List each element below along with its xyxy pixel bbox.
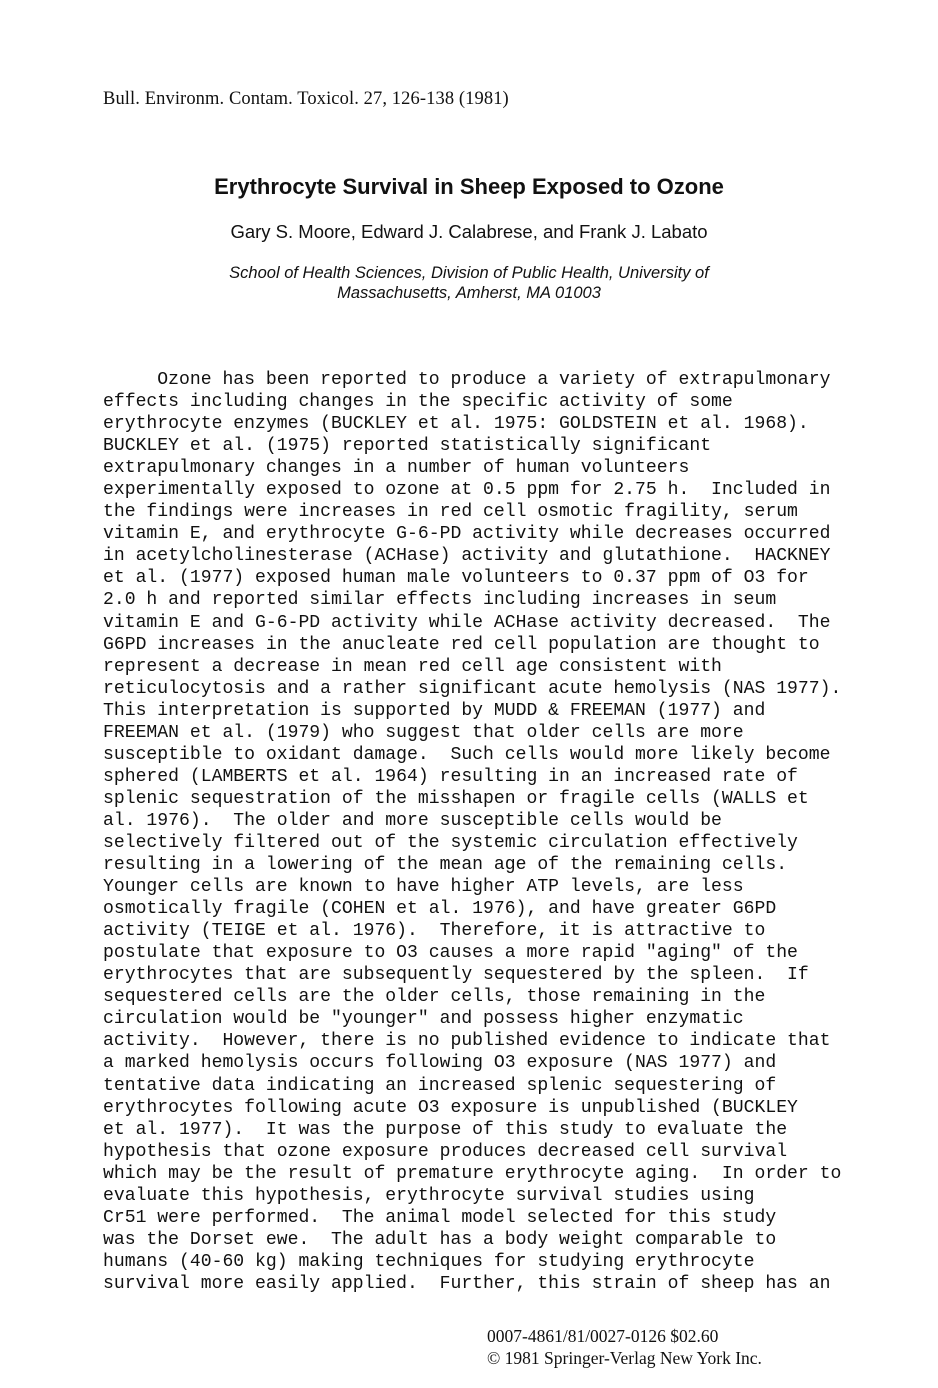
journal-citation: Bull. Environm. Contam. Toxicol. 27, 126-138 (1981) bbox=[103, 89, 509, 109]
text-line: This interpretation is supported by MUDD & FREEMAN (1977) and bbox=[103, 700, 766, 721]
body-paragraph bbox=[103, 369, 933, 1295]
text-line: Cr51 were performed. The animal model selected for this study bbox=[103, 1207, 777, 1228]
text-line: evaluate this hypothesis, erythrocyte survival studies using bbox=[103, 1185, 755, 1206]
text-line: et al. 1977). It was the purpose of this study to evaluate the bbox=[103, 1119, 788, 1140]
text-line: erythrocytes that are subsequently sequestered by the spleen. If bbox=[103, 965, 809, 986]
text-line: selectively filtered out of the systemic circulation effectively bbox=[103, 832, 798, 853]
text-line: survival more easily applied. Further, this strain of sheep has an bbox=[103, 1273, 831, 1294]
text-line: susceptible to oxidant damage. Such cells would more likely become bbox=[103, 744, 831, 765]
affiliation-line: Massachusetts, Amherst, MA 01003 bbox=[337, 284, 601, 302]
text-line: activity. However, there is no published evidence to indicate that bbox=[103, 1031, 831, 1052]
copyright-notice: © 1981 Springer-Verlag New York Inc. bbox=[487, 1348, 762, 1368]
text-line: vitamin E, and erythrocyte G-6-PD activity while decreases occurred bbox=[103, 524, 831, 545]
issn-code: 0007-4861/81/0027-0126 $02.60 bbox=[487, 1326, 719, 1346]
text-line: sphered (LAMBERTS et al. 1964) resulting in an increased rate of bbox=[103, 766, 798, 787]
text-line: BUCKLEY et al. (1975) reported statistically significant bbox=[103, 436, 712, 457]
text-line: circulation would be "younger" and possess higher enzymatic bbox=[103, 1009, 744, 1030]
text-line: et al. (1977) exposed human male volunteers to 0.37 ppm of O3 for bbox=[103, 568, 809, 589]
text-line: tentative data indicating an increased splenic sequestering of bbox=[103, 1075, 777, 1096]
text-line: humans (40-60 kg) making techniques for studying erythrocyte bbox=[103, 1251, 755, 1272]
text-line: hypothesis that ozone exposure produces decreased cell survival bbox=[103, 1141, 788, 1162]
author-list: Gary S. Moore, Edward J. Calabrese, and Frank J. Labato bbox=[230, 221, 708, 242]
text-line: G6PD increases in the anucleate red cell population are thought to bbox=[103, 634, 820, 655]
footer bbox=[487, 1325, 762, 1369]
text-line: Younger cells are known to have higher ATP levels, are less bbox=[103, 877, 744, 898]
text-line: postulate that exposure to O3 causes a more rapid "aging" of the bbox=[103, 943, 798, 964]
text-line: activity (TEIGE et al. 1976). Therefore, it is attractive to bbox=[103, 921, 766, 942]
text-line: experimentally exposed to ozone at 0.5 ppm for 2.75 h. Included in bbox=[103, 480, 831, 501]
text-line: reticulocytosis and a rather significant acute hemolysis (NAS 1977). bbox=[103, 678, 842, 699]
text-line: in acetylcholinesterase (ACHase) activity and glutathione. HACKNEY bbox=[103, 546, 831, 567]
text-line: Ozone has been reported to produce a variety of extrapulmonary bbox=[103, 370, 831, 390]
text-line: sequestered cells are the older cells, those remaining in the bbox=[103, 987, 766, 1008]
text-line: 2.0 h and reported similar effects including increases in seum bbox=[103, 590, 777, 611]
text-line: vitamin E and G-6-PD activity while ACHase activity decreased. The bbox=[103, 612, 831, 633]
affiliation bbox=[0, 263, 938, 303]
paper-title: Erythrocyte Survival in Sheep Exposed to Ozone bbox=[214, 174, 724, 199]
text-line: splenic sequestration of the misshapen or fragile cells (WALLS et bbox=[103, 788, 809, 809]
text-line: the findings were increases in red cell osmotic fragility, serum bbox=[103, 502, 798, 523]
text-line: extrapulmonary changes in a number of human volunteers bbox=[103, 458, 690, 479]
text-line: erythrocyte enzymes (BUCKLEY et al. 1975: GOLDSTEIN et al. 1968). bbox=[103, 414, 809, 435]
text-line: erythrocytes following acute O3 exposure is unpublished (BUCKLEY bbox=[103, 1097, 798, 1118]
text-line: a marked hemolysis occurs following O3 exposure (NAS 1977) and bbox=[103, 1053, 777, 1074]
text-line: al. 1976). The older and more susceptible cells would be bbox=[103, 810, 722, 831]
text-line: resulting in a lowering of the mean age of the remaining cells. bbox=[103, 855, 788, 876]
text-line: was the Dorset ewe. The adult has a body weight comparable to bbox=[103, 1229, 777, 1250]
affiliation-line: School of Health Sciences, Division of Public Health, University of bbox=[229, 264, 709, 282]
text-line: represent a decrease in mean red cell age consistent with bbox=[103, 656, 722, 677]
text-line: osmotically fragile (COHEN et al. 1976), and have greater G6PD bbox=[103, 899, 777, 920]
text-line: FREEMAN et al. (1979) who suggest that older cells are more bbox=[103, 722, 744, 743]
text-line: effects including changes in the specific activity of some bbox=[103, 392, 733, 413]
text-line: which may be the result of premature erythrocyte aging. In order to bbox=[103, 1163, 842, 1184]
